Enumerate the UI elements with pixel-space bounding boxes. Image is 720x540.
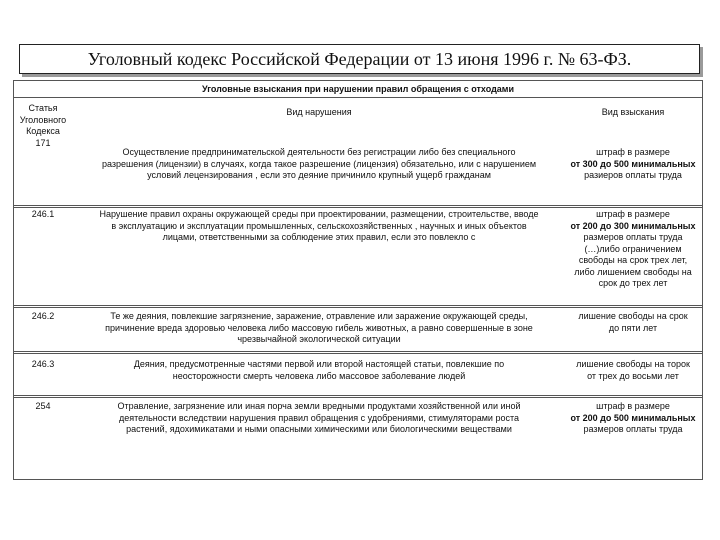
row-divider [14, 395, 702, 398]
penalty-line: штраф в размере [596, 401, 670, 411]
violation-line: растений, ядохимикатами и ными опасными химическими или биологическими веществами [126, 424, 512, 434]
row-divider [14, 351, 702, 354]
table-row-penalty [566, 209, 700, 290]
penalty-line: размеров оплаты труда [583, 232, 683, 242]
column-header-article [16, 103, 70, 149]
article-number: 254 [35, 401, 51, 411]
table-row-violation [76, 359, 562, 382]
row-divider [14, 305, 702, 308]
penalty-line: лишение свободы на торок [576, 359, 690, 369]
divider [14, 97, 702, 98]
table-row-violation [76, 209, 562, 244]
penalty-line: до пяти лет [608, 322, 658, 333]
penalty-line: свободы на срок трех лет, [578, 255, 688, 265]
article-number: 246.3 [31, 359, 55, 369]
violation-line: неосторожности смерть человека либо массовое заболевание людей [172, 370, 466, 381]
penalty-line: либо лишением свободы на [574, 266, 692, 277]
penalty-line: лишение свободы на срок [578, 311, 688, 321]
violation-line: в эксплуатацию и эксплуатации промышленных, сельскохозяйственных , научных и иных объектов [111, 220, 527, 231]
article-header-line: Кодекса [26, 126, 60, 136]
slide-title: Уголовный кодекс Российской Федерации от 13 июня 1996 г. № 63-ФЗ. [19, 44, 700, 74]
article-header-line: Уголовного [19, 114, 67, 125]
article-number: 246.2 [31, 311, 55, 321]
violation-line: Деяния, предусмотренные частями первой или второй настоящей статьи, повлекшие по [133, 359, 505, 369]
row-divider [14, 205, 702, 208]
violation-line: чрезвычайной экологической ситуации [237, 334, 401, 344]
violation-line: причинение вреда здоровью человека либо массовую гибель животных, а равно совершенные в зоне [105, 322, 533, 333]
column-header-violation: Вид нарушения [286, 107, 352, 117]
violation-line: условий лецензирования , если это деяние причинило крупный ущерб гражданам [147, 170, 491, 180]
penalties-table [13, 80, 703, 480]
article-number: 171 [35, 137, 51, 148]
table-title: Уголовные взыскания при нарушении правил обращения с отходами [201, 84, 514, 94]
penalty-line: от трех до восьми лет [587, 370, 679, 381]
table-row-violation [76, 401, 562, 436]
penalty-line: размеров оплаты труда [583, 424, 683, 434]
violation-line: Отравление, загрязнение или иная порча земли вредными продуктами хозяйственной или иной [117, 401, 521, 411]
penalty-line: штраф в размере [596, 209, 670, 219]
penalty-line: от 200 до 500 минимальных [570, 412, 696, 423]
table-row-penalty [566, 311, 700, 334]
penalty-line: от 200 до 300 минимальных [570, 220, 696, 231]
column-header-penalty: Вид взыскания [601, 107, 665, 117]
table-row-violation [76, 147, 562, 182]
penalty-line: разиеров оплаты труда [584, 170, 682, 180]
table-row-violation [76, 311, 562, 346]
violation-line: Те же деяния, повлекшие загрязнение, заражение, отравление или заражение окружающей среды, [110, 311, 528, 321]
violation-line: Нарушение правил охраны окружающей среды при проектировании, размещении, строительстве, вводе [99, 209, 539, 219]
table-row-penalty [566, 359, 700, 382]
penalty-line: срок до трех лет [598, 278, 668, 288]
article-header-line: Статья [28, 103, 58, 113]
violation-line: разрешения (лицензии) в случаях, когда такое разрешение (лицензия) обязательно, или с нарушением [101, 158, 537, 169]
violation-line: лицами, ответственными за соблюдение этих правил, если это повлекло с [162, 232, 476, 242]
violation-line: Осуществление предпринимательской деятельности без регистрации либо без специального [122, 147, 516, 157]
penalty-line: (…)либо ограничением [584, 243, 682, 254]
penalty-line: штраф в размере [596, 147, 670, 157]
violation-line: деятельности вследствии нарушения правил обращения с удобрениями, стимуляторами роста [118, 412, 519, 423]
table-row-penalty [566, 147, 700, 182]
article-number: 246.1 [31, 209, 55, 219]
penalty-line: от 300 до 500 минимальных [570, 158, 696, 169]
table-row-penalty [566, 401, 700, 436]
